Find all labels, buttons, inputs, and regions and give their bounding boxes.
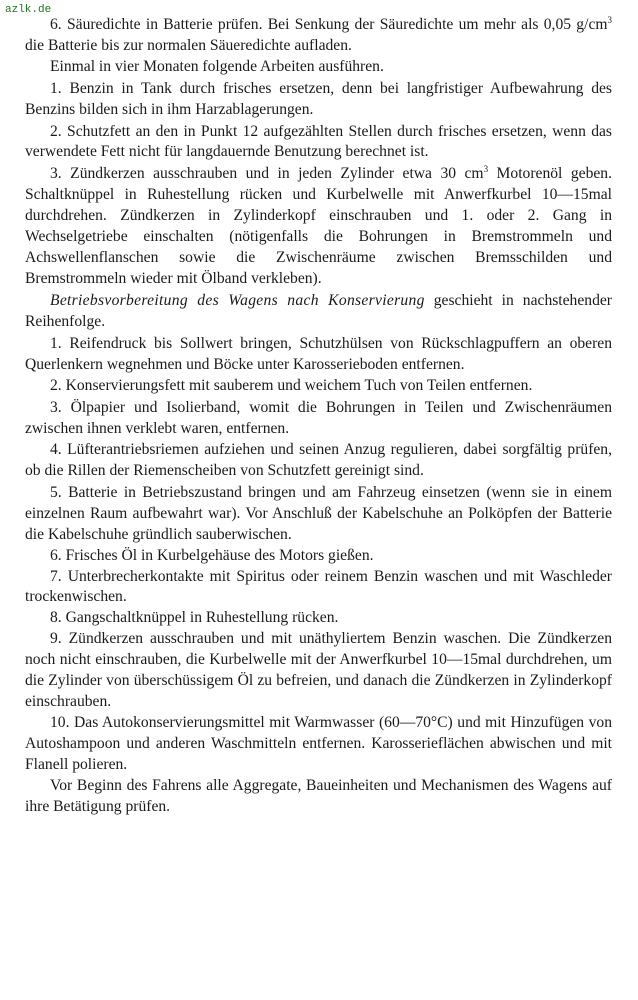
- paragraph-item: 1. Reifendruck bis Sollwert bringen, Schutzhülsen von Rückschlagpuffern an oberen Querlenkern wegnehmen und Böcke unter Karosserieboden entfernen.: [25, 334, 612, 373]
- text-run: 6. Säuredichte in Batterie prüfen. Bei Senkung der Säuredichte um mehr als 0,05 g/cm: [50, 16, 608, 33]
- text-run: geschieht in nachstehender Reihenfolge.: [25, 291, 612, 330]
- paragraph-item: 7. Unterbrecherkontakte mit Spiritus oder reinem Benzin waschen und mit Waschleder trockenwischen.: [25, 567, 612, 606]
- paragraph-closing: Vor Beginn des Fahrens alle Aggregate, Baueinheiten und Mechanismen des Wagens auf ihre Betätigung prüfen.: [25, 776, 612, 815]
- paragraph-item: 9. Zündkerzen ausschrauben und mit unäthyliertem Benzin waschen. Die Zündkerzen noch nicht einschrauben, die Kurbelwelle mit der Anwerfkurbel 10—15mal durchdrehen, um die Zylinder von überschüssigem Öl zu befreien, und danach die Zündkerzen in Zylinderkopf einschrauben.: [25, 630, 612, 710]
- superscript: 3: [607, 15, 612, 25]
- paragraph-item: 10. Das Autokonservierungsmittel mit Warmwasser (60—70°C) und mit Hinzufügen von Autoshampoon und anderen Waschmitteln entfernen. Karosserieflächen abwischen und mit Flanell polieren.: [25, 713, 612, 773]
- text-run: Motorenöl geben. Schaltknüppel in Ruhestellung rücken und Kurbelwelle mit Anwerfkurbel 10—15mal durchdrehen. Zündkerzen in Zylinderkopf einschrauben und 1. oder 2. Gang in Wechselgetriebe einschalten (nötigenfalls die Bohrungen in Bremstrommeln und Achswellenflanschen sowie die Zwischenräume zwischen Bremsschilden und Bremstrommeln wieder mit Ölband verkleben).: [25, 165, 613, 287]
- italic-heading: Betriebsvorbereitung des Wagens nach Konservierung: [50, 291, 425, 309]
- paragraph-item: 4. Lüfterantriebsriemen aufziehen und seinen Anzug regulieren, dabei sorgfältig prüfen, ob die Rillen der Riemenscheiben von Schutzfett gereinigt sind.: [25, 441, 612, 480]
- paragraph-item: 8. Gangschaltknüppel in Ruhestellung rücken.: [50, 609, 339, 627]
- paragraph-item: 3. Ölpapier und Isolierband, womit die Bohrungen in Teilen und Zwischenräumen zwischen ihnen verklebt waren, entfernen.: [25, 399, 612, 438]
- paragraph-section-intro: [25, 291, 612, 333]
- paragraph-item: 2. Schutzfett an den in Punkt 12 aufgezählten Stellen durch frisches ersetzen, wenn das verwendete Fett nicht für langdauernde Benutzung berechnet ist.: [25, 122, 612, 161]
- superscript: 3: [483, 164, 489, 175]
- document-page: [25, 15, 612, 817]
- site-watermark: azlk.de: [5, 4, 52, 16]
- paragraph-item: 5. Batterie in Betriebszustand bringen und am Fahrzeug einsetzen (wenn sie in einem einzelnen Raum aufbewahrt war). Vor Anschluß der Kabelschuhe an Polköpfen der Batterie die Kabelschuhe gründlich sauberwischen.: [25, 483, 612, 543]
- paragraph-item: [25, 164, 612, 289]
- text-run: 3. Zündkerzen ausschrauben und in jeden Zylinder etwa 30 cm: [50, 165, 484, 183]
- paragraph-item: 1. Benzin in Tank durch frisches ersetzen, denn bei langfristiger Aufbewahrung des Benzins bilden sich in ihm Harzablagerungen.: [25, 79, 612, 118]
- paragraph-item: 2. Konservierungsfett mit sauberem und weichem Tuch von Teilen entfernen.: [50, 377, 533, 395]
- paragraph-four-months: Einmal in vier Monaten folgende Arbeiten ausführen.: [50, 57, 384, 75]
- text-run: die Batterie bis zur normalen Säueredichte aufladen.: [25, 36, 352, 54]
- paragraph-item: 6. Frisches Öl in Kurbelgehäuse des Motors gießen.: [50, 546, 374, 564]
- paragraph-battery-acid: [25, 15, 612, 57]
